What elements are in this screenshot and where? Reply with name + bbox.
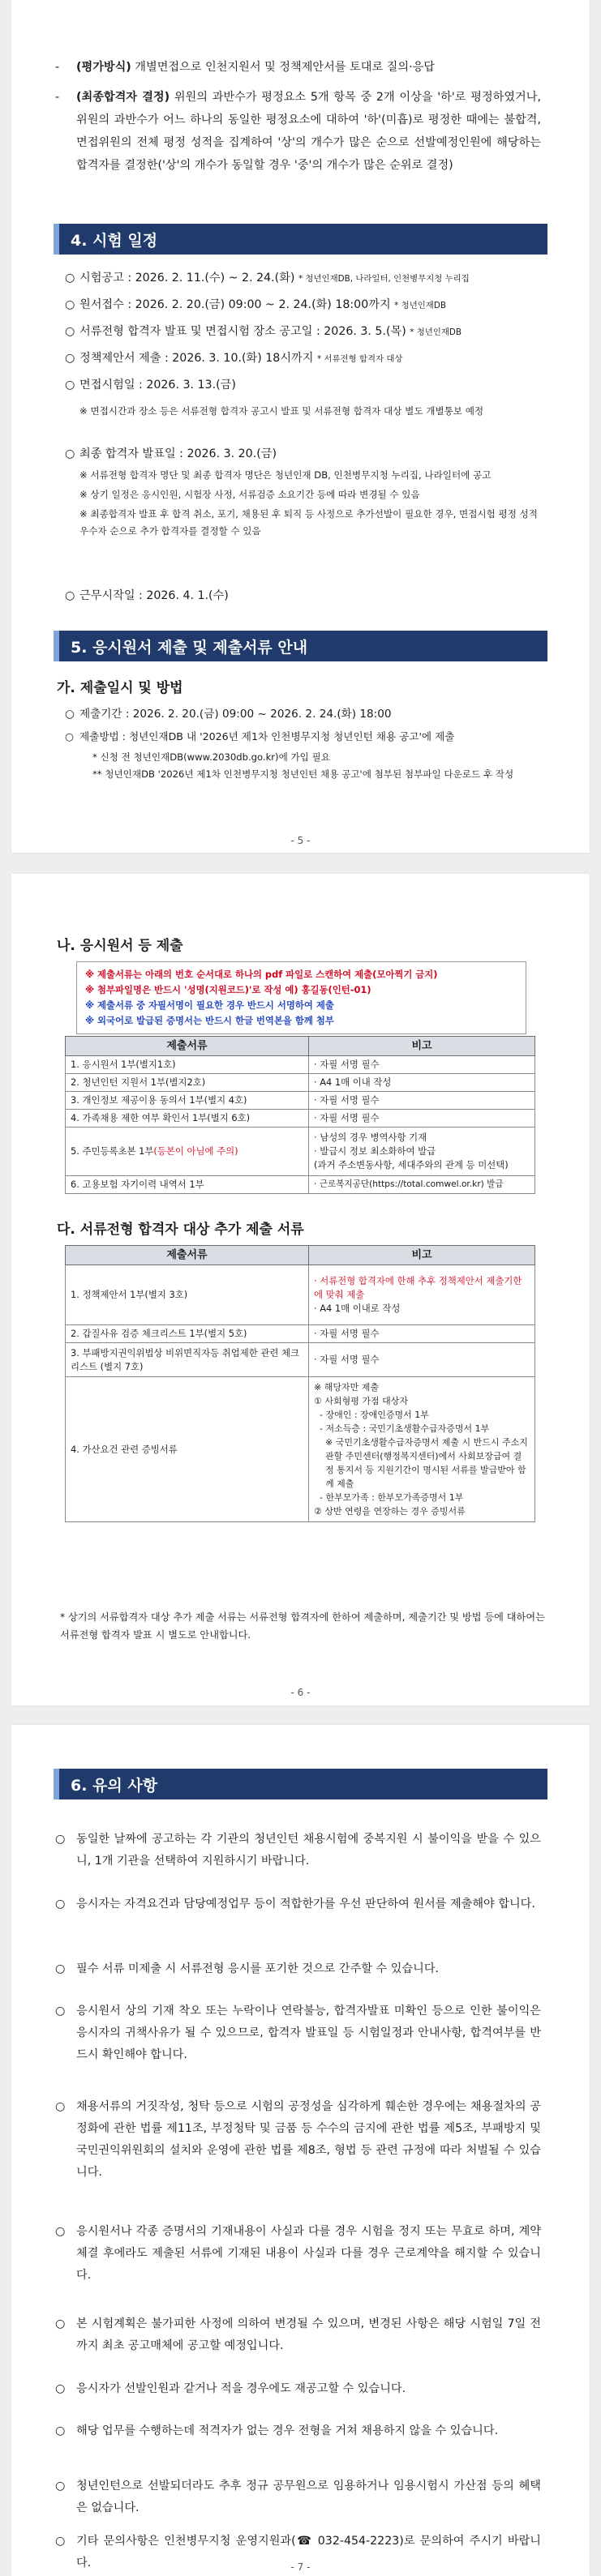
submit-method: ○ 제출방법 : 청년인재DB 내 '2026년 제1차 인천병무지청 청년인턴 채용 공고'에 제출 bbox=[65, 730, 455, 742]
table-row: 4. 가산요건 관련 증빙서류 ※ 해당자만 제출 ① 사회형평 가점 대상자 - 장애인 : 장애인증명서 1부 - 저소득층 : 국민기초생활수급자증명서 1부 ※ 국민기초생활수급자증명서 제출 시 반드시 주소지 관할 주민센터(행정복지센터)에서 사회보장급여 결정 통지서 등 지원기간이 명시된 서류를 발급받아 함께 제출 - 한부모가족 : 한부모가족증명서 1부 ② 상반 연령을 연장하는 경우 증빙서류 bbox=[66, 1377, 535, 1522]
page-6 bbox=[11, 874, 590, 1705]
eval-method-item: - (평가방식) 개별면접으로 인천지원서 및 정책제안서를 토대로 질의·응답 bbox=[55, 61, 435, 74]
work-start: ○ 근무시작일 : 2026. 4. 1.(수) bbox=[65, 589, 229, 602]
table-row: 4. 가족채용 제한 여부 확인서 1부(별지 6호) · 자필 서명 필수 bbox=[66, 1110, 535, 1128]
eval-method-text: 개별면접으로 인천지원서 및 정책제안서를 토대로 질의·응답 bbox=[131, 61, 435, 74]
table-row: 2. 청년인턴 지원서 1부(별지2호) · A4 1매 이내 작성 bbox=[66, 1074, 535, 1092]
additional-documents-table: 제출서류 비고 1. 정책제안서 1부(별지 3호) · 서류전형 합격자에 한해 추후 정책제안서 제출기한에 맞춰 제출 · A4 1매 이내로 작성 2. 갑질사유 검증 체크리스트 1부(별지 5호) · 자필 서명 필수 3. 부패방지권익위법상 비위면직자등 취업제한 관련 체크리스트 (별지 7호) · 자필 서명 필수 4. 가산요건 관련 증빙서류 ※ 해당자만 제출 ① 사회형평 가점 대상자 - 장애인 : 장애인증명서 1부 - 저소득층 : 국민기초생활수급자증명서 1부 ※ 국민기초생활수급자증명서 제출 시 반드시 주소지 관할 주민센터(행정복지센터)에서 사회보장급여 결정 통지서 등 지원기간이 명시된 서류를 발급받아 함께 제출 - 한부모가족 : 한부모가족증명서 1부 ② 상반 연령을 연장하는 경우 증빙서류 bbox=[65, 1245, 535, 1522]
method-notes: * 신청 전 청년인재DB(www.2030db.go.kr)에 가입 필요 ** 청년인재DB '2026년 제1차 인천병무지청 청년인턴 채용 공고'에 첨부된 첨부파일 다운로드 후 작성 bbox=[92, 751, 514, 780]
section-4-header: 4. 시험 일정 bbox=[54, 224, 547, 255]
notice-item: ○ 응시자는 자격요건과 담당예정업무 등이 적합한가를 우선 판단하여 원서를 제출해야 합니다. bbox=[55, 1898, 535, 1911]
schedule-item: ○ 정책제안서 제출 : 2026. 3. 10.(화) 18시까지 * 서류전형 합격자 대상 bbox=[65, 352, 403, 365]
table-row: 3. 부패방지권익위법상 비위면직자등 취업제한 관련 체크리스트 (별지 7호) · 자필 서명 필수 bbox=[66, 1343, 535, 1377]
page-number: - 7 - bbox=[290, 2561, 311, 2573]
section-5-header: 5. 응시원서 제출 및 제출서류 안내 bbox=[54, 631, 547, 661]
interview-note: ※ 면접시간과 장소 등은 서류전형 합격자 공고시 발표 및 서류전형 합격자 대상 별도 개별통보 예정 bbox=[79, 405, 484, 417]
page-5 bbox=[11, 0, 590, 853]
table-row: 3. 개인정보 제공이용 동의서 1부(별지 4호) · 자필 서명 필수 bbox=[66, 1092, 535, 1110]
notice-item: ○ 응시원서나 각종 증명서의 기재내용이 사실과 다를 경우 시험을 정지 또는 무효로 하며, 계약체결 후에라도 제출된 서류에 기재된 내용이 사실과 다를 경우 근로계약을 해지할 수 있습니다. bbox=[55, 2225, 541, 2282]
notice-item: ○ 본 시험계획은 불가피한 사정에 의하여 변경될 수 있으며, 변경된 사항은 해당 시험일 7일 전까지 최초 공고매체에 공고할 예정입니다. bbox=[55, 2317, 541, 2352]
notice-item: ○ 채용서류의 거짓작성, 청탁 등으로 시험의 공정성을 심각하게 훼손한 경우에는 채용절차의 공정화에 관한 법률 제11조, 부정청탁 및 금품 등 수수의 금지에 관한 법률 제5조, 부패방지 및 국민권익위원회의 설치와 운영에 관한 법률 제8조, 형법 등 관련 규정에 따라 처벌될 수 있습니다. bbox=[55, 2100, 541, 2179]
notice-item: ○ 응시원서 상의 기재 착오 또는 누락이나 연락불능, 합격자발표 미확인 등으로 인한 불이익은 응시자의 귀책사유가 될 수 있으므로, 합격자 발표일 등 시험일정과 안내사항, 합격여부를 반드시 확인해야 합니다. bbox=[55, 2005, 541, 2061]
submit-period: ○ 제출기간 : 2026. 2. 20.(금) 09:00 ~ 2026. 2. 24.(화) 18:00 bbox=[65, 708, 392, 721]
section-6-header: 6. 유의 사항 bbox=[54, 1769, 547, 1799]
required-documents-table: 제출서류 비고 1. 응시원서 1부(별지1호) · 자필 서명 필수 2. 청년인턴 지원서 1부(별지2호) · A4 1매 이내 작성 3. 개인정보 제공이용 동의서 1부(별지 4호) · 자필 서명 필수 4. 가족채용 제한 여부 확인서 1부(별지 6호) · 자필 서명 필수 5. 주민등록초본 1부(등본이 아님에 주의) · 남성의 경우 병역사항 기재 · 발급시 정보 최소화하여 발급 (과거 주소변동사항, 세대주와의 관계 등 미선택) 6. 고용보험 자기이력 내역서 1부 · 근로복지공단(https://total.comwel.or.kr) 발급 bbox=[65, 1036, 535, 1194]
eval-method-head: (평가방식) bbox=[76, 61, 131, 74]
table-row: 2. 갑질사유 검증 체크리스트 1부(별지 5호) · 자필 서명 필수 bbox=[66, 1325, 535, 1343]
subsection-da: 다. 서류전형 합격자 대상 추가 제출 서류 bbox=[57, 1222, 304, 1238]
table-row: 1. 정책제안서 1부(별지 3호) · 서류전형 합격자에 한해 추후 정책제안서 제출기한에 맞춰 제출 · A4 1매 이내로 작성 bbox=[66, 1265, 535, 1325]
final-decision-item: - (최종합격자 결정) 위원의 과반수가 평정요소 5개 항목 중 2개 이상을 '하'로 평정하였거나, 위원의 과반수가 어느 하나의 동일한 평정요소에 대하여 '하'(미흡)로 평정한 때에는 불합격, 면접위원의 전체 평정 성적을 집계하여 '상'의 개수가 많은 순으로 선발예정인원에 해당하는 합격자를 결정한('상'의 개수가 동일할 경우 '중'의 개수가 많은 순위로 결정) bbox=[55, 91, 541, 172]
schedule-item: ○ 원서접수 : 2026. 2. 20.(금) 09:00 ~ 2. 24.(화) 18:00까지 * 청년인재DB bbox=[65, 298, 446, 311]
notice-item: ○ 응시자가 선발인원과 같거나 적을 경우에도 재공고할 수 있습니다. bbox=[55, 2382, 406, 2395]
final-notes: ※ 서류전형 합격자 명단 및 최종 합격자 명단은 청년인재 DB, 인천병무지청 누리집, 나라일터에 공고 ※ 상기 일정은 응시인원, 시험장 사정, 서류검증 소요기간 등에 따라 변경될 수 있음 ※ 최종합격자 발표 후 합격 취소, 포기, 채용된 후 퇴직 등 사정으로 추가선발이 필요한 경우, 면접시험 평정 성적 우수자 순으로 추가 합격자를 결정할 수 있음 bbox=[79, 469, 539, 537]
notice-item: ○ 기타 문의사항은 인천병무지청 운영지원과(☎ 032-454-2223)로 문의하여 주시기 바랍니다. bbox=[55, 2535, 541, 2570]
schedule-item: ○ 서류전형 합격자 발표 및 면접시험 장소 공고일 : 2026. 3. 5.(목) * 청년인재DB bbox=[65, 325, 462, 338]
subsection-ga: 가. 제출일시 및 방법 bbox=[57, 680, 183, 696]
subsection-na: 나. 응시원서 등 제출 bbox=[57, 938, 183, 954]
notice-item: ○ 해당 업무를 수행하는데 적격자가 없는 경우 전형을 거쳐 채용하지 않을 수 있습니다. bbox=[55, 2424, 499, 2437]
submission-notes-box: ※ 제출서류는 아래의 번호 순서대로 하나의 pdf 파일로 스캔하여 제출(모아찍기 금지) ※ 첨부파일명은 반드시 '성명(지원코드)'로 작성 예) 홍길동(인턴-01) ※ 제출서류 중 자필서명이 필요한 경우 반드시 서명하여 제출 ※ 외국어로 발급된 증명서는 반드시 한글 번역본을 함께 첨부 bbox=[76, 961, 526, 1034]
final-decision-text: 위원의 과반수가 평정요소 5개 항목 중 2개 이상을 '하'로 평정하였거나, 위원의 과반수가 어느 하나의 동일한 평정요소에 대하여 '하'(미흡)로 평정한 때에는 불합격, 면접위원의 전체 평정 성적을 집계하여 '상'의 개수가 많은 순으로 선발예정인원에 해당하는 합격자를 결정한('상'의 개수가 동일할 경우 '중'의 개수가 많은 순위로 결정) bbox=[76, 91, 541, 172]
final-announcement: ○ 최종 합격자 발표일 : 2026. 3. 20.(금) bbox=[65, 447, 277, 460]
table-row: 1. 응시원서 1부(별지1호) · 자필 서명 필수 bbox=[66, 1056, 535, 1074]
additional-docs-footnote: * 상기의 서류합격자 대상 추가 제출 서류는 서류전형 합격자에 한하여 제출하며, 제출기간 및 방법 등에 대하여는 서류전형 합격자 발표 시 별도로 안내합니다. bbox=[60, 1611, 545, 1641]
final-decision-head: (최종합격자 결정) bbox=[76, 91, 170, 104]
notice-item: ○ 필수 서류 미제출 시 서류전형 응시를 포기한 것으로 간주할 수 있습니다. bbox=[55, 1962, 440, 1975]
table-row: 5. 주민등록초본 1부(등본이 아님에 주의) · 남성의 경우 병역사항 기재 · 발급시 정보 최소화하여 발급 (과거 주소변동사항, 세대주와의 관계 등 미선택) bbox=[66, 1128, 535, 1176]
page-number: - 6 - bbox=[290, 1687, 311, 1698]
schedule-list bbox=[65, 267, 552, 397]
schedule-item: ○ 면접시험일 : 2026. 3. 13.(금) bbox=[65, 379, 236, 392]
page-number: - 5 - bbox=[290, 835, 311, 846]
table-row: 6. 고용보험 자기이력 내역서 1부 · 근로복지공단(https://total.comwel.or.kr) 발급 bbox=[66, 1176, 535, 1194]
page-7 bbox=[11, 1725, 590, 2576]
notice-item: ○ 청년인턴으로 선발되더라도 추후 정규 공무원으로 임용하거나 임용시험시 가산점 등의 혜택은 없습니다. bbox=[55, 2480, 541, 2514]
notice-item: ○ 동일한 날짜에 공고하는 각 기관의 청년인턴 채용시험에 중복지원 시 불이익을 받을 수 있으니, 1개 기관을 선택하여 지원하시기 바랍니다. bbox=[55, 1833, 541, 1868]
schedule-item: ○ 시험공고 : 2026. 2. 11.(수) ~ 2. 24.(화) * 청년인재DB, 나라일터, 인천병무지청 누리집 bbox=[65, 272, 470, 285]
